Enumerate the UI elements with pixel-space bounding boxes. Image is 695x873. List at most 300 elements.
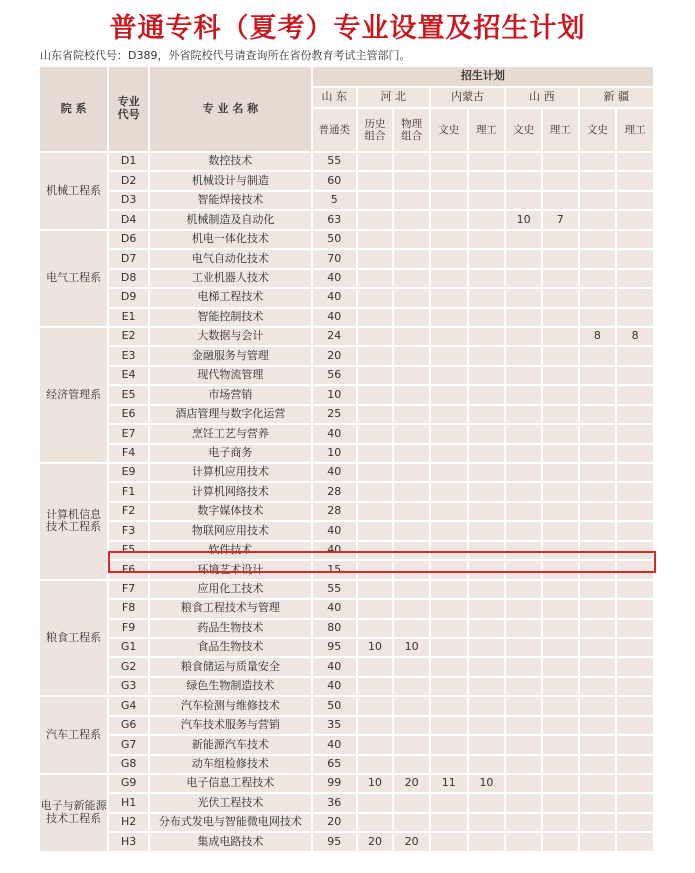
enrollment-plan-table [40,67,655,853]
major-code: E3 [109,347,150,366]
quota-cell [431,172,469,191]
quota-cell [394,483,431,502]
quota-cell [617,756,655,775]
quota-cell: 10 [313,445,358,464]
quota-cell [543,581,580,600]
major-code: E1 [109,309,150,328]
major-code: E4 [109,367,150,386]
major-code: D8 [109,270,150,289]
quota-cell [617,833,655,852]
quota-cell [580,678,618,697]
quota-cell: 5 [313,192,358,211]
institution-code-note: 山东省院校代号：D389，外省院校代号请查询所在省份教育考试主管部门。 [40,49,411,62]
quota-cell [431,678,469,697]
quota-cell [358,250,395,269]
quota-cell [358,503,395,522]
quota-cell [358,211,395,230]
quota-cell [580,153,618,172]
table-row [40,192,655,211]
quota-cell [431,386,469,405]
quota-cell: 10 [358,775,395,794]
quota-cell [469,833,507,852]
quota-cell [543,270,580,289]
quota-cell [580,270,618,289]
table-row [40,250,655,269]
header-major: 专 业 名 称 [150,67,313,153]
quota-cell [543,367,580,386]
quota-cell [506,347,543,366]
quota-cell [543,231,580,250]
quota-cell: 28 [313,483,358,502]
quota-cell [394,678,431,697]
quota-cell [580,775,618,794]
quota-cell [469,522,507,541]
quota-cell [506,425,543,444]
subheader-general: 普通类 [313,109,358,153]
quota-cell [580,211,618,230]
quota-cell [394,406,431,425]
major-code: D3 [109,192,150,211]
quota-cell [394,658,431,677]
quota-cell [617,717,655,736]
quota-cell [506,639,543,658]
subheader-physics-combo: 物理 组合 [394,109,431,153]
quota-cell [358,697,395,716]
quota-cell [469,425,507,444]
quota-cell [394,347,431,366]
quota-cell [431,250,469,269]
quota-cell [543,736,580,755]
quota-cell: 25 [313,406,358,425]
quota-cell: 40 [313,464,358,483]
major-code: F8 [109,600,150,619]
quota-cell: 36 [313,794,358,813]
quota-cell [431,483,469,502]
major-name: 汽车技术服务与营销 [150,717,313,736]
quota-cell [431,309,469,328]
quota-cell [469,406,507,425]
header-dept: 院 系 [40,67,109,153]
major-name: 机械设计与制造 [150,172,313,191]
quota-cell [394,172,431,191]
quota-cell: 10 [394,639,431,658]
quota-cell [506,794,543,813]
quota-cell [543,250,580,269]
table-row [40,347,655,366]
quota-cell [469,445,507,464]
quota-cell [617,250,655,269]
quota-cell: 40 [313,542,358,561]
quota-cell [543,814,580,833]
quota-cell [469,814,507,833]
quota-cell [617,522,655,541]
quota-cell [543,775,580,794]
table-row [40,736,655,755]
quota-cell [506,736,543,755]
quota-cell: 7 [543,211,580,230]
quota-cell [543,522,580,541]
quota-cell: 55 [313,581,358,600]
quota-cell [431,814,469,833]
quota-cell [506,445,543,464]
table-row [40,483,655,502]
quota-cell [469,464,507,483]
quota-cell [543,172,580,191]
quota-cell [580,600,618,619]
quota-cell [431,425,469,444]
major-code: H1 [109,794,150,813]
quota-cell [358,367,395,386]
quota-cell [580,309,618,328]
major-code: G1 [109,639,150,658]
quota-cell [358,736,395,755]
quota-cell [394,620,431,639]
quota-cell [543,425,580,444]
quota-cell [506,756,543,775]
header-plan: 招生计划 [313,67,655,88]
quota-cell [543,639,580,658]
major-name: 酒店管理与数字化运营 [150,406,313,425]
quota-cell: 70 [313,250,358,269]
quota-cell [617,814,655,833]
quota-cell [543,153,580,172]
major-code: D6 [109,231,150,250]
table-row [40,775,655,794]
quota-cell [506,231,543,250]
quota-cell [431,658,469,677]
quota-cell [506,697,543,716]
quota-cell [358,445,395,464]
quota-cell [358,756,395,775]
table-row [40,503,655,522]
major-name: 集成电路技术 [150,833,313,852]
quota-cell: 20 [313,814,358,833]
quota-cell [506,522,543,541]
highlighted-row-marker [108,551,656,573]
quota-cell [580,172,618,191]
quota-cell [394,794,431,813]
quota-cell [580,736,618,755]
header-province-shandong: 山 东 [313,88,358,109]
quota-cell [580,620,618,639]
quota-cell [580,347,618,366]
quota-cell [543,717,580,736]
quota-cell [543,347,580,366]
quota-cell: 63 [313,211,358,230]
quota-cell [506,775,543,794]
quota-cell [394,600,431,619]
quota-cell [617,503,655,522]
table-row [40,386,655,405]
quota-cell [469,736,507,755]
quota-cell [431,522,469,541]
quota-cell [358,172,395,191]
quota-cell [469,581,507,600]
quota-cell [431,794,469,813]
table-row [40,425,655,444]
table-row [40,678,655,697]
major-name: 金融服务与管理 [150,347,313,366]
major-name: 数控技术 [150,153,313,172]
quota-cell [358,386,395,405]
department-name: 计算机信息 技术工程系 [40,464,109,581]
quota-cell [394,231,431,250]
quota-cell: 10 [313,386,358,405]
quota-cell [469,658,507,677]
quota-cell: 40 [313,309,358,328]
quota-cell [617,639,655,658]
table-row [40,600,655,619]
quota-cell [394,328,431,347]
department-name: 机械工程系 [40,153,109,231]
quota-cell [469,678,507,697]
table-row [40,581,655,600]
table-row [40,814,655,833]
quota-cell [469,172,507,191]
quota-cell [580,289,618,308]
quota-cell [617,289,655,308]
major-name: 软件技术 [150,542,313,561]
major-name: 物联网应用技术 [150,522,313,541]
quota-cell [617,581,655,600]
subheader-history-combo: 历史 组合 [358,109,395,153]
major-name: 电梯工程技术 [150,289,313,308]
quota-cell [506,192,543,211]
quota-cell [543,328,580,347]
major-name: 机电一体化技术 [150,231,313,250]
department-name: 汽车工程系 [40,697,109,775]
quota-cell [617,794,655,813]
quota-cell [431,289,469,308]
major-code: F1 [109,483,150,502]
major-name: 市场营销 [150,386,313,405]
quota-cell [394,211,431,230]
quota-cell [394,309,431,328]
quota-cell [506,270,543,289]
major-code: F4 [109,445,150,464]
subheader-science: 理工 [617,109,655,153]
quota-cell [358,464,395,483]
quota-cell [469,367,507,386]
quota-cell [543,386,580,405]
quota-cell [431,153,469,172]
quota-cell [394,445,431,464]
header-province-hebei: 河 北 [358,88,431,109]
quota-cell [543,289,580,308]
quota-cell [580,425,618,444]
quota-cell [394,270,431,289]
quota-cell [617,270,655,289]
quota-cell [431,600,469,619]
major-name: 环境艺术设计 [150,561,313,580]
table-row [40,697,655,716]
quota-cell [617,347,655,366]
quota-cell [617,406,655,425]
quota-cell [394,367,431,386]
page-title: 普通专科（夏考）专业设置及招生计划 [109,13,586,44]
major-name: 药品生物技术 [150,620,313,639]
quota-cell [580,639,618,658]
quota-cell [469,483,507,502]
quota-cell [543,658,580,677]
quota-cell: 95 [313,639,358,658]
quota-cell [617,192,655,211]
quota-cell [469,639,507,658]
quota-cell [617,697,655,716]
quota-cell [469,386,507,405]
major-code: F2 [109,503,150,522]
quota-cell: 8 [617,328,655,347]
major-name: 大数据与会计 [150,328,313,347]
quota-cell [431,717,469,736]
header-code: 专业 代号 [109,67,150,153]
quota-cell [506,600,543,619]
quota-cell [358,270,395,289]
quota-cell [469,192,507,211]
quota-cell: 40 [313,522,358,541]
major-code: E7 [109,425,150,444]
quota-cell [617,386,655,405]
major-name: 粮食储运与质量安全 [150,658,313,677]
quota-cell [543,794,580,813]
quota-cell [580,445,618,464]
major-code: E5 [109,386,150,405]
quota-cell [506,464,543,483]
quota-cell: 8 [580,328,618,347]
major-code: G6 [109,717,150,736]
quota-cell [394,464,431,483]
quota-cell [506,658,543,677]
major-code: G4 [109,697,150,716]
quota-cell [617,678,655,697]
quota-cell [506,833,543,852]
quota-cell: 99 [313,775,358,794]
major-code: D4 [109,211,150,230]
major-name: 现代物流管理 [150,367,313,386]
table-row [40,211,655,230]
quota-cell: 55 [313,153,358,172]
quota-cell [617,425,655,444]
table-row [40,756,655,775]
quota-cell [580,367,618,386]
quota-cell [431,328,469,347]
major-name: 应用化工技术 [150,581,313,600]
table-row [40,464,655,483]
quota-cell [617,153,655,172]
quota-cell [431,192,469,211]
quota-cell [358,717,395,736]
quota-cell: 40 [313,289,358,308]
quota-cell [394,814,431,833]
quota-cell [543,483,580,502]
major-code: G3 [109,678,150,697]
table-row [40,833,655,852]
quota-cell [506,503,543,522]
quota-cell: 20 [394,833,431,852]
major-name: 电气自动化技术 [150,250,313,269]
quota-cell [543,600,580,619]
table-row [40,153,655,172]
quota-cell [617,658,655,677]
table-row [40,231,655,250]
quota-cell [469,309,507,328]
quota-cell [394,736,431,755]
major-name: 烹饪工艺与营养 [150,425,313,444]
major-code: E6 [109,406,150,425]
quota-cell [469,756,507,775]
quota-cell [543,678,580,697]
quota-cell [580,192,618,211]
major-name: 数字媒体技术 [150,503,313,522]
quota-cell [617,211,655,230]
major-name: 计算机应用技术 [150,464,313,483]
quota-cell [506,153,543,172]
quota-cell [469,250,507,269]
quota-cell [580,697,618,716]
major-code: G9 [109,775,150,794]
table-row [40,522,655,541]
quota-cell [394,386,431,405]
table-row [40,445,655,464]
quota-cell [469,153,507,172]
quota-cell [394,756,431,775]
quota-cell [506,289,543,308]
quota-cell: 20 [313,347,358,366]
major-name: 计算机网络技术 [150,483,313,502]
quota-cell [580,503,618,522]
quota-cell: 20 [358,833,395,852]
subheader-liberal-arts: 文史 [506,109,543,153]
quota-cell [358,620,395,639]
quota-cell [506,678,543,697]
quota-cell [543,697,580,716]
quota-cell [431,270,469,289]
quota-cell [543,503,580,522]
table-row [40,328,655,347]
table-row [40,620,655,639]
quota-cell: 65 [313,756,358,775]
quota-cell [469,270,507,289]
quota-cell [617,736,655,755]
quota-cell [469,794,507,813]
major-name: 新能源汽车技术 [150,736,313,755]
quota-cell: 24 [313,328,358,347]
quota-cell [506,406,543,425]
quota-cell [617,600,655,619]
quota-cell [469,503,507,522]
quota-cell [431,231,469,250]
quota-cell [506,814,543,833]
quota-cell: 15 [313,561,358,580]
quota-cell [617,620,655,639]
quota-cell: 10 [469,775,507,794]
major-code: F6 [109,561,150,580]
major-code: E9 [109,464,150,483]
quota-cell [617,367,655,386]
quota-cell [394,717,431,736]
quota-cell: 50 [313,231,358,250]
major-code: D2 [109,172,150,191]
quota-cell [394,289,431,308]
quota-cell [358,522,395,541]
quota-cell [431,211,469,230]
quota-cell [543,464,580,483]
major-name: 工业机器人技术 [150,270,313,289]
quota-cell [469,717,507,736]
quota-cell [617,483,655,502]
quota-cell: 20 [394,775,431,794]
quota-cell [358,600,395,619]
